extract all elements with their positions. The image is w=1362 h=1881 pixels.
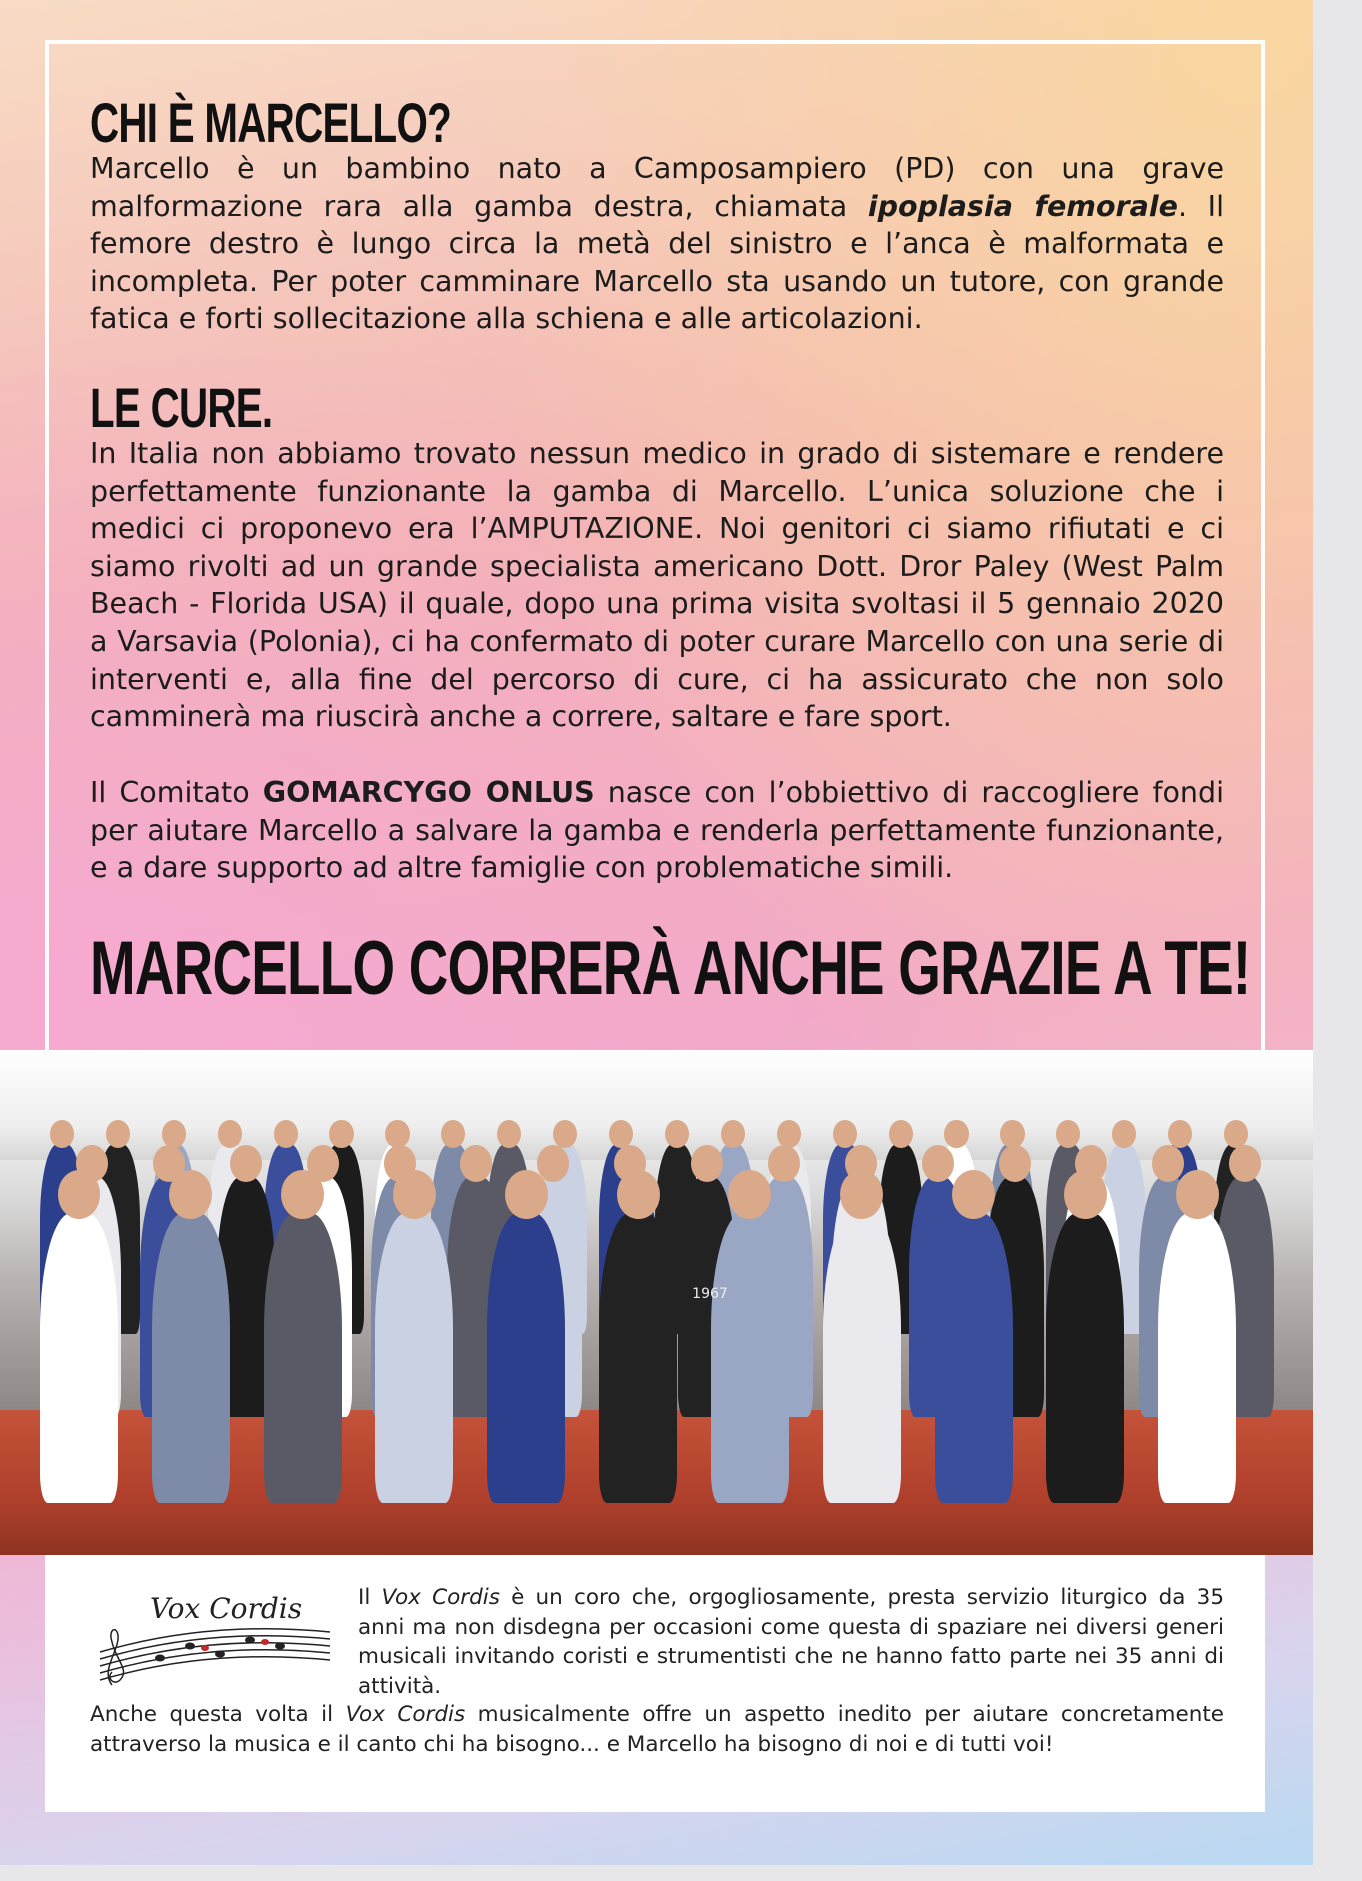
choir-member-head: [952, 1170, 995, 1219]
choir-member-head: [922, 1145, 954, 1182]
choir-member-head: [385, 1120, 409, 1148]
choir-member-head: [1000, 1120, 1024, 1148]
choir-member-head: [218, 1120, 242, 1148]
choir-member: [1158, 1213, 1236, 1503]
choir-member-head: [460, 1145, 492, 1182]
choir-member-head: [609, 1120, 633, 1148]
choir-member: [823, 1213, 901, 1503]
choir-member-head: [497, 1120, 521, 1148]
choir-member: [935, 1213, 1013, 1503]
emphasis-ipoplasia: ipoplasia femorale: [867, 189, 1178, 223]
choir-member: [152, 1213, 230, 1503]
slogan-heading: MARCELLO CORRERÀ ANCHE GRAZIE A TE!: [90, 926, 1251, 1011]
choir-member-head: [1152, 1145, 1184, 1182]
choir-member-head: [768, 1145, 800, 1182]
choir-member-head: [274, 1120, 298, 1148]
choir-member: [487, 1213, 565, 1503]
choir-member-head: [537, 1145, 569, 1182]
choir-member-head: [162, 1120, 186, 1148]
choir-member: [711, 1213, 789, 1503]
choir-member-head: [617, 1170, 660, 1219]
choir-member: [1046, 1213, 1124, 1503]
choir-member-head: [944, 1120, 968, 1148]
choir-member-head: [1112, 1120, 1136, 1148]
choir-member-head: [393, 1170, 436, 1219]
choir-member-head: [691, 1145, 723, 1182]
choir-member-head: [50, 1120, 74, 1148]
choir-member-head: [1168, 1120, 1192, 1148]
logo-lettering: Vox Cordis: [150, 1592, 303, 1625]
choir-member-head: [1224, 1120, 1248, 1148]
choir-member-head: [889, 1120, 913, 1148]
choir-member-head: [329, 1120, 353, 1148]
paragraph-who: Marcello è un bambino nato a Camposampiero (PD) con una grave malformazione rara alla gamba destra, chiamata ipoplasia femorale. Il femore destro è lungo circa la metà del sinistro e l’anca è malformata e incompleta. Per poter camminare Marcello sta usando un tutore, con grande fatica e forti sollecitazione alla schiena e alle articolazioni.: [90, 152, 1224, 336]
choir-member-head: [230, 1145, 262, 1182]
choir-member-head: [106, 1120, 130, 1148]
choir-member: [40, 1213, 118, 1503]
paragraph-committee: Il Comitato GOMARCYGO ONLUS nasce con l’obbiettivo di raccogliere fondi per aiutare Marcello a salvare la gamba e renderla perfettamente funzionante, e a dare supporto ad altre famiglie con problematiche simili.: [90, 776, 1224, 885]
choir-group-photo: [0, 1050, 1313, 1555]
vox-cordis-logo: [90, 1580, 340, 1690]
choir-member-head: [999, 1145, 1031, 1182]
choir-member-head: [1229, 1145, 1261, 1182]
choir-member: [375, 1213, 453, 1503]
choir-member-head: [1064, 1170, 1107, 1219]
choir-member-head: [169, 1170, 212, 1219]
choir-member-head: [505, 1170, 548, 1219]
heading-who-is-marcello: CHI È MARCELLO?: [90, 91, 452, 154]
shirt-text: 1967: [692, 1286, 728, 1302]
choir-member-head: [721, 1120, 745, 1148]
choir-member: [599, 1213, 677, 1503]
choir-member-head: [553, 1120, 577, 1148]
heading-care: LE CURE.: [90, 376, 273, 439]
shirt-print: [680, 1270, 740, 1310]
choir-member-head: [1176, 1170, 1219, 1219]
choir-member-head: [665, 1120, 689, 1148]
choir-member-head: [777, 1120, 801, 1148]
choir-member-head: [833, 1120, 857, 1148]
paragraph-care: In Italia non abbiamo trovato nessun medico in grado di sistemare e rendere perfettamente funzionante la gamba di Marcello. L’unica soluzione che i medici ci proponevo era l’AMPUTAZIONE. Noi genitori ci siamo rifiutati e ci siamo rivolti ad un grande specialista americano Dott. Dror Paley (West Palm Beach - Florida USA) il quale, dopo una prima visita svoltasi il 5 gennaio 2020 a Varsavia (Polonia), ci ha confermato di poter curare Marcello con una serie di interventi e, alla fine del percorso di cure, ci ha assicurato che non solo camminerà ma riuscirà anche a correre, saltare e fare sport.: [90, 437, 1224, 734]
choir-member: [264, 1213, 342, 1503]
choir-member-head: [281, 1170, 324, 1219]
footer-paragraph-appeal: Anche questa volta il Vox Cordis musicalmente offre un aspetto inedito per aiutare concretamente attraverso la musica e il canto chi ha bisogno... e Marcello ha bisogno di noi e di tutti voi!: [90, 1702, 1224, 1757]
footer-paragraph-choir: Il Vox Cordis è un coro che, orgogliosamente, presta servizio liturgico da 35 anni ma non disdegna per occasioni come questa di spaziare nei diversi generi musicali invitando coristi e strumentisti che ne hanno fatto parte nei 35 anni di attività.: [358, 1585, 1224, 1699]
committee-name: GOMARCYGO ONLUS: [262, 776, 595, 809]
